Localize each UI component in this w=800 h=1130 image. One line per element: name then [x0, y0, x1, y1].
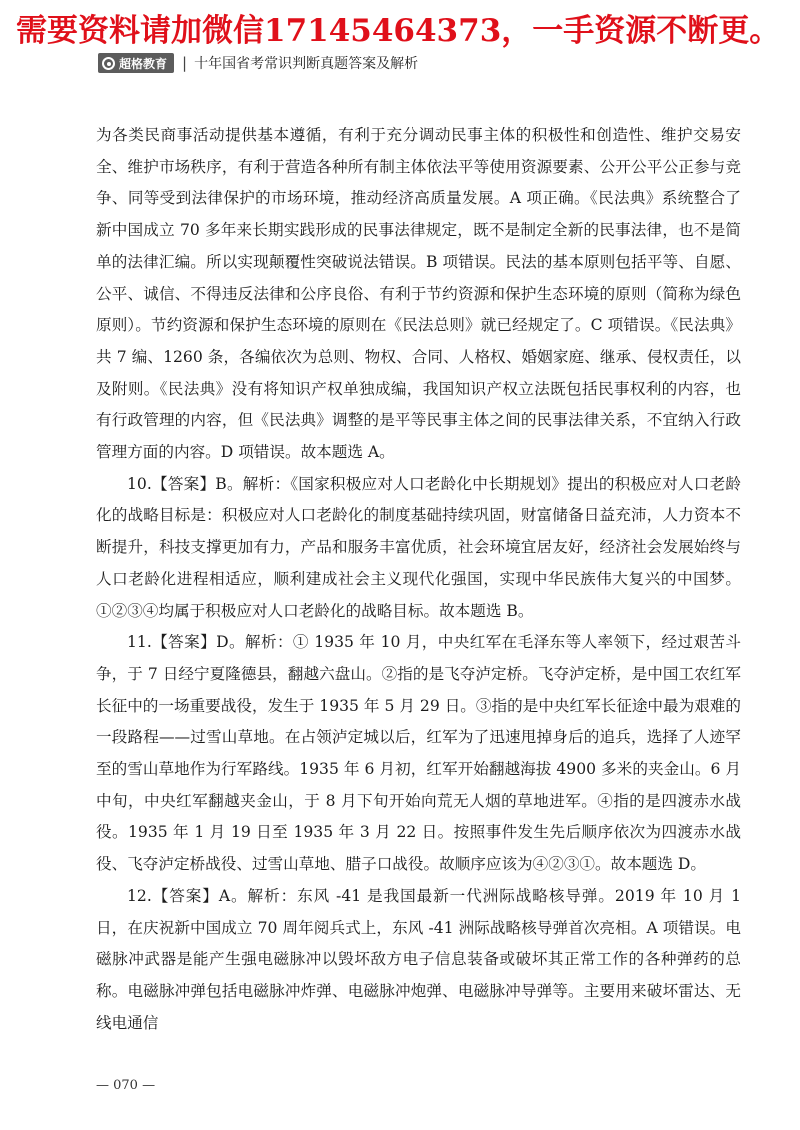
logo-text: 超格教育: [119, 56, 168, 71]
answer-11-paragraph: 11.【答案】D。解析：① 1935 年 10 月，中央红军在毛泽东等人率领下，经过艰苦斗争，于 7 日经宁夏隆德县，翻越六盘山。②指的是飞夺泸定桥。飞夺泸定桥，是中国工农红军长征中的一场重要战役，发生于 1935 年 5 月 29 日。③指的是中央红军长征途中最为艰难的一段路程——过雪山草地。在占领泸定城以后，红军为了迅速甩掉身后的追兵，选择了人迹罕至的雪山草地作为行军路线。1935 年 6 月初，红军开始翻越海拔 4900 多米的夹金山。6 月中旬，中央红军翻越夹金山，于 8 月下旬开始向荒无人烟的草地进军。④指的是四渡赤水战役。1935 年 1 月 19 日至 1935 年 3 月 22 日。按照事件发生先后顺序依次为四渡赤水战役、飞夺泸定桥战役、过雪山草地、腊子口战役。故顺序应该为④②③①。故本题选 D。: [96, 633, 741, 874]
page-number: — 070 —: [96, 1078, 156, 1093]
page-header: [98, 52, 418, 74]
publisher-logo: [98, 53, 174, 73]
logo-icon: [102, 57, 115, 70]
page-body: [96, 120, 741, 1039]
answer-10-paragraph: 10.【答案】B。解析：《国家积极应对人口老龄化中长期规划》提出的积极应对人口老龄化的战略目标是：积极应对人口老龄化的制度基础持续巩固，财富储备日益充沛，人力资本不断提升，科技支撑更加有力，产品和服务丰富优质，社会环境宜居友好，经济社会发展始终与人口老龄化进程相适应，顺利建成社会主义现代化强国，实现中华民族伟大复兴的中国梦。①②③④均属于积极应对人口老龄化的战略目标。故本题选 B。: [96, 474, 741, 620]
book-title: 十年国省考常识判断真题答案及解析: [194, 56, 419, 72]
answer-12-paragraph: 12.【答案】A。解析：东风 -41 是我国最新一代洲际战略核导弹。2019 年 10 月 1 日，在庆祝新中国成立 70 周年阅兵式上，东风 -41 洲际战略核导弹首次亮相。A 项错误。电磁脉冲武器是能产生强电磁脉冲以毁坏敌方电子信息装备或破坏其正常工作的各种弹药的总称。电磁脉冲弹包括电磁脉冲炸弹、电磁脉冲炮弹、电磁脉冲导弹等。主要用来破坏雷达、无线电通信: [96, 886, 741, 1032]
paragraph-continuation: 为各类民商事活动提供基本遵循，有利于充分调动民事主体的积极性和创造性、维护交易安全、维护市场秩序，有利于营造各种所有制主体依法平等使用资源要素、公开公平公正参与竞争、同等受到法律保护的市场环境，推动经济高质量发展。A 项正确。《民法典》系统整合了新中国成立 70 多年来长期实践形成的民事法律规定，既不是制定全新的民事法律，也不是简单的法律汇编。所以实现颠覆性突破说法错误。B 项错误。民法的基本原则包括平等、自愿、公平、诚信、不得违反法律和公序良俗、有利于节约资源和保护生态环境的原则（简称为绿色原则）。节约资源和保护生态环境的原则在《民法总则》就已经规定了。C 项错误。《民法典》共 7 编、1260 条，各编依次为总则、物权、合同、人格权、婚姻家庭、继承、侵权责任，以及附则。《民法典》没有将知识产权单独成编，我国知识产权立法既包括民事权利的内容，也有行政管理的内容，但《民法典》调整的是平等民事主体之间的民事法律关系，不宜纳入行政管理方面的内容。D 项错误。故本题选 A。: [96, 126, 741, 462]
watermark-banner: 需要资料请加微信17145464373，一手资源不断更。: [16, 13, 781, 49]
header-separator: |: [182, 54, 188, 72]
